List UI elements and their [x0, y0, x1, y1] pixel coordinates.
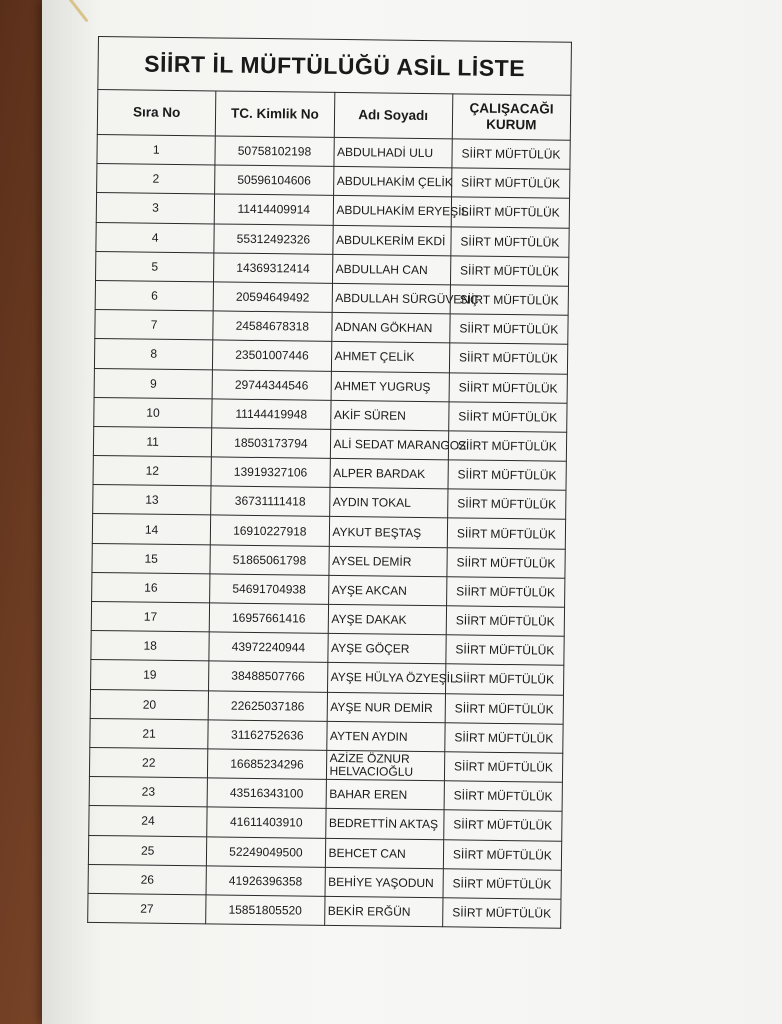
row-number: 1 [97, 134, 216, 165]
tc-kimlik-no: 11414409914 [214, 194, 333, 225]
institution: SİİRT MÜFTÜLÜK [450, 285, 569, 316]
full-name: AZİZE ÖZNUR HELVACIOĞLU [326, 750, 445, 781]
row-number: 23 [89, 777, 208, 808]
tc-kimlik-no: 11144419948 [212, 399, 331, 430]
institution: SİİRT MÜFTÜLÜK [445, 664, 564, 695]
tc-kimlik-no: 16957661416 [209, 603, 328, 634]
full-name: AYŞE NUR DEMİR [327, 692, 446, 723]
full-name: ABDULHAKİM ÇELİK [333, 167, 452, 198]
row-number: 15 [92, 543, 211, 574]
full-name: BEHİYE YAŞODUN [325, 867, 444, 898]
institution: SİİRT MÜFTÜLÜK [443, 810, 562, 841]
column-header-no: Sıra No [97, 90, 216, 136]
row-number: 26 [88, 864, 207, 895]
institution: SİİRT MÜFTÜLÜK [446, 635, 565, 666]
full-name: AYŞE GÖÇER [327, 634, 446, 665]
institution: SİİRT MÜFTÜLÜK [444, 752, 563, 783]
full-name: AHMET YUGRUŞ [331, 371, 450, 402]
institution: SİİRT MÜFTÜLÜK [452, 139, 571, 170]
full-name: AKİF SÜREN [330, 400, 449, 431]
tc-kimlik-no: 41611403910 [207, 807, 326, 838]
institution: SİİRT MÜFTÜLÜK [448, 431, 567, 462]
full-name: AYTEN AYDIN [326, 721, 445, 752]
institution: SİİRT MÜFTÜLÜK [446, 606, 565, 637]
row-number: 8 [94, 339, 213, 370]
tc-kimlik-no: 43972240944 [209, 632, 328, 663]
row-number: 24 [89, 806, 208, 837]
institution: SİİRT MÜFTÜLÜK [451, 226, 570, 257]
row-number: 19 [91, 660, 210, 691]
tc-kimlik-no: 15851805520 [206, 895, 325, 926]
row-number: 14 [92, 514, 211, 545]
institution: SİİRT MÜFTÜLÜK [450, 314, 569, 345]
row-number: 11 [93, 426, 212, 457]
institution: SİİRT MÜFTÜLÜK [444, 781, 563, 812]
institution: SİİRT MÜFTÜLÜK [451, 197, 570, 228]
header-row [97, 90, 571, 141]
tc-kimlik-no: 14369312414 [214, 253, 333, 284]
full-name: ALPER BARDAK [329, 458, 448, 489]
institution: SİİRT MÜFTÜLÜK [449, 372, 568, 403]
institution: SİİRT MÜFTÜLÜK [445, 693, 564, 724]
tc-kimlik-no: 38488507766 [209, 661, 328, 692]
row-number: 25 [88, 835, 207, 866]
tc-kimlik-no: 29744344546 [212, 369, 331, 400]
row-number: 3 [96, 193, 215, 224]
row-number: 7 [95, 310, 214, 341]
row-number: 2 [97, 164, 216, 195]
full-name: ALİ SEDAT MARANGOZ [330, 429, 449, 460]
column-header-institution: ÇALIŞACAĞI KURUM [452, 94, 571, 140]
column-header-tc: TC. Kimlik No [216, 91, 335, 137]
tc-kimlik-no: 55312492326 [214, 223, 333, 254]
table-body [88, 134, 571, 928]
full-name: ABDULLAH SÜRGÜVENÇ [332, 283, 451, 314]
row-number: 22 [89, 747, 208, 778]
institution: SİİRT MÜFTÜLÜK [443, 839, 562, 870]
full-name: AHMET ÇELİK [331, 342, 450, 373]
table-row [88, 893, 561, 928]
tc-kimlik-no: 16685234296 [208, 749, 327, 780]
row-number: 17 [91, 601, 210, 632]
row-number: 16 [92, 572, 211, 603]
tc-kimlik-no: 31162752636 [208, 720, 327, 751]
tc-kimlik-no: 51865061798 [210, 545, 329, 576]
institution: SİİRT MÜFTÜLÜK [443, 868, 562, 899]
column-header-name: Adı Soyadı [334, 92, 453, 138]
tc-kimlik-no: 24584678318 [213, 311, 332, 342]
full-name: AYŞE HÜLYA ÖZYEŞİL [327, 663, 446, 694]
full-name: ABDULLAH CAN [332, 254, 451, 285]
row-number: 21 [90, 718, 209, 749]
row-number: 12 [93, 456, 212, 487]
document-sheet [87, 36, 572, 929]
tc-kimlik-no: 18503173794 [212, 428, 331, 459]
institution: SİİRT MÜFTÜLÜK [446, 577, 565, 608]
tc-kimlik-no: 36731111418 [211, 486, 330, 517]
row-number: 20 [90, 689, 209, 720]
full-name: AYKUT BEŞTAŞ [329, 517, 448, 548]
full-name: AYŞE AKCAN [328, 575, 447, 606]
row-number: 6 [95, 280, 214, 311]
full-name: ADNAN GÖKHAN [331, 313, 450, 344]
institution: SİİRT MÜFTÜLÜK [448, 402, 567, 433]
row-number: 13 [93, 485, 212, 516]
row-number: 5 [96, 251, 215, 282]
tc-kimlik-no: 41926396358 [206, 866, 325, 897]
full-name: BEHCET CAN [325, 838, 444, 869]
institution: SİİRT MÜFTÜLÜK [445, 723, 564, 754]
tc-kimlik-no: 23501007446 [213, 340, 332, 371]
row-number: 9 [94, 368, 213, 399]
tc-kimlik-no: 50758102198 [215, 136, 334, 167]
institution: SİİRT MÜFTÜLÜK [447, 547, 566, 578]
row-number: 4 [96, 222, 215, 253]
full-name: ABDULKERİM EKDİ [332, 225, 451, 256]
full-name: AYDIN TOKAL [329, 488, 448, 519]
full-name: BEKİR ERĞÜN [324, 896, 443, 927]
full-name: ABDULHADİ ULU [333, 137, 452, 168]
full-name: AYSEL DEMİR [328, 546, 447, 577]
full-name: BEDRETTİN AKTAŞ [325, 809, 444, 840]
title-row [98, 37, 572, 96]
institution: SİİRT MÜFTÜLÜK [442, 898, 561, 929]
institution: SİİRT MÜFTÜLÜK [447, 518, 566, 549]
row-number: 18 [91, 631, 210, 662]
institution: SİİRT MÜFTÜLÜK [447, 489, 566, 520]
tc-kimlik-no: 22625037186 [208, 690, 327, 721]
institution: SİİRT MÜFTÜLÜK [450, 256, 569, 287]
assignment-table [87, 36, 572, 929]
document-title: SİİRT İL MÜFTÜLÜĞÜ ASİL LİSTE [98, 37, 572, 96]
full-name: BAHAR EREN [326, 779, 445, 810]
tc-kimlik-no: 43516343100 [207, 778, 326, 809]
institution: SİİRT MÜFTÜLÜK [449, 343, 568, 374]
tc-kimlik-no: 54691704938 [210, 574, 329, 605]
tc-kimlik-no: 20594649492 [213, 282, 332, 313]
tc-kimlik-no: 13919327106 [211, 457, 330, 488]
full-name: ABDULHAKİM ERYEŞİL [333, 196, 452, 227]
tc-kimlik-no: 52249049500 [207, 836, 326, 867]
row-number: 27 [88, 893, 207, 924]
full-name: AYŞE DAKAK [328, 604, 447, 635]
institution: SİİRT MÜFTÜLÜK [448, 460, 567, 491]
row-number: 10 [94, 397, 213, 428]
tc-kimlik-no: 16910227918 [211, 515, 330, 546]
tc-kimlik-no: 50596104606 [215, 165, 334, 196]
institution: SİİRT MÜFTÜLÜK [451, 168, 570, 199]
